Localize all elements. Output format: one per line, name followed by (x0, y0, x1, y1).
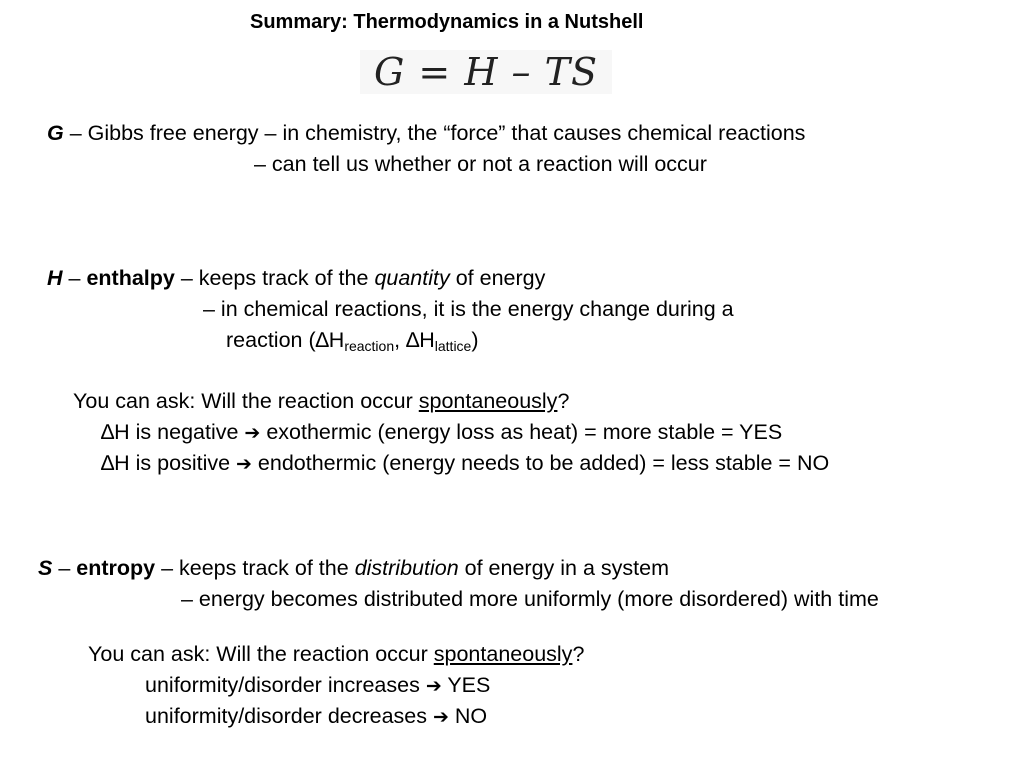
s-definition-line1 (38, 555, 669, 581)
subscript-reaction: reaction (344, 338, 395, 354)
right-arrow-icon: ➔ (236, 453, 252, 475)
g-definition-text: – Gibbs free energy – in chemistry, the “force” that causes chemical reactions (63, 121, 806, 145)
increase-result: YES (441, 673, 491, 697)
h-text-b: of energy (449, 266, 546, 290)
delta-symbol: ∆ (101, 420, 115, 444)
s-text-a: – keeps track of the (155, 556, 355, 580)
h-text-a: – keeps track of the (174, 266, 375, 290)
entropy-term: entropy (76, 556, 156, 580)
h-spontaneously-word: spontaneously (418, 389, 558, 413)
close-paren: ) (471, 328, 479, 352)
g-definition-line2: – can tell us whether or not a reaction will occur (254, 152, 707, 176)
h-negative-text: H is negative (114, 420, 245, 444)
right-arrow-icon: ➔ (432, 706, 449, 728)
delta-symbol: ∆ (406, 328, 420, 352)
delta-symbol: ∆ (315, 328, 329, 352)
h-letter: H (419, 328, 435, 352)
s-question-mark: ? (572, 642, 585, 666)
s-spontaneously-word: spontaneously (433, 642, 573, 666)
exothermic-text: exothermic (energy loss as heat) = more stable = YES (260, 420, 783, 444)
h-positive-line (101, 450, 829, 477)
s-question-text: You can ask: Will the reaction occur (88, 642, 434, 666)
h-definition-line2: – in chemical reactions, it is the energy change during a (203, 297, 734, 321)
decrease-result: NO (448, 704, 488, 728)
g-definition-line1 (47, 120, 805, 146)
h-definition-line1 (47, 265, 545, 291)
distribution-word: distribution (354, 556, 459, 580)
increase-text: uniformity/disorder increases (145, 673, 426, 697)
s-dash: – (52, 556, 77, 580)
s-question (88, 641, 584, 667)
page-title: Summary: Thermodynamics in a Nutshell (250, 11, 644, 33)
s-increase-line (145, 672, 490, 699)
subscript-lattice: lattice (434, 338, 472, 354)
h-symbol: H (47, 266, 63, 290)
delta-symbol: ∆ (101, 451, 115, 475)
h-letter: H (328, 328, 345, 352)
right-arrow-icon: ➔ (425, 675, 442, 697)
h-definition-line3 (226, 327, 479, 353)
h-dash: – (62, 266, 87, 290)
reaction-label: reaction ( (226, 328, 316, 352)
right-arrow-icon: ➔ (244, 422, 261, 444)
endothermic-text: endothermic (energy needs to be added) = less stable = NO (251, 451, 830, 475)
decrease-text: uniformity/disorder decreases (145, 704, 433, 728)
gibbs-formula-image: G = H – TS (360, 50, 612, 94)
quantity-word: quantity (374, 266, 450, 290)
comma-separator: , (394, 328, 407, 352)
g-symbol: G (47, 121, 64, 145)
enthalpy-term: enthalpy (86, 266, 175, 290)
h-question (73, 388, 569, 414)
s-definition-line2: – energy becomes distributed more uniformly (more disordered) with time (181, 587, 879, 611)
s-symbol: S (38, 556, 53, 580)
h-positive-text: H is positive (114, 451, 237, 475)
h-question-mark: ? (557, 389, 570, 413)
h-question-text: You can ask: Will the reaction occur (73, 389, 419, 413)
s-decrease-line (145, 703, 487, 730)
h-negative-line (101, 419, 782, 446)
s-text-b: of energy in a system (458, 556, 669, 580)
